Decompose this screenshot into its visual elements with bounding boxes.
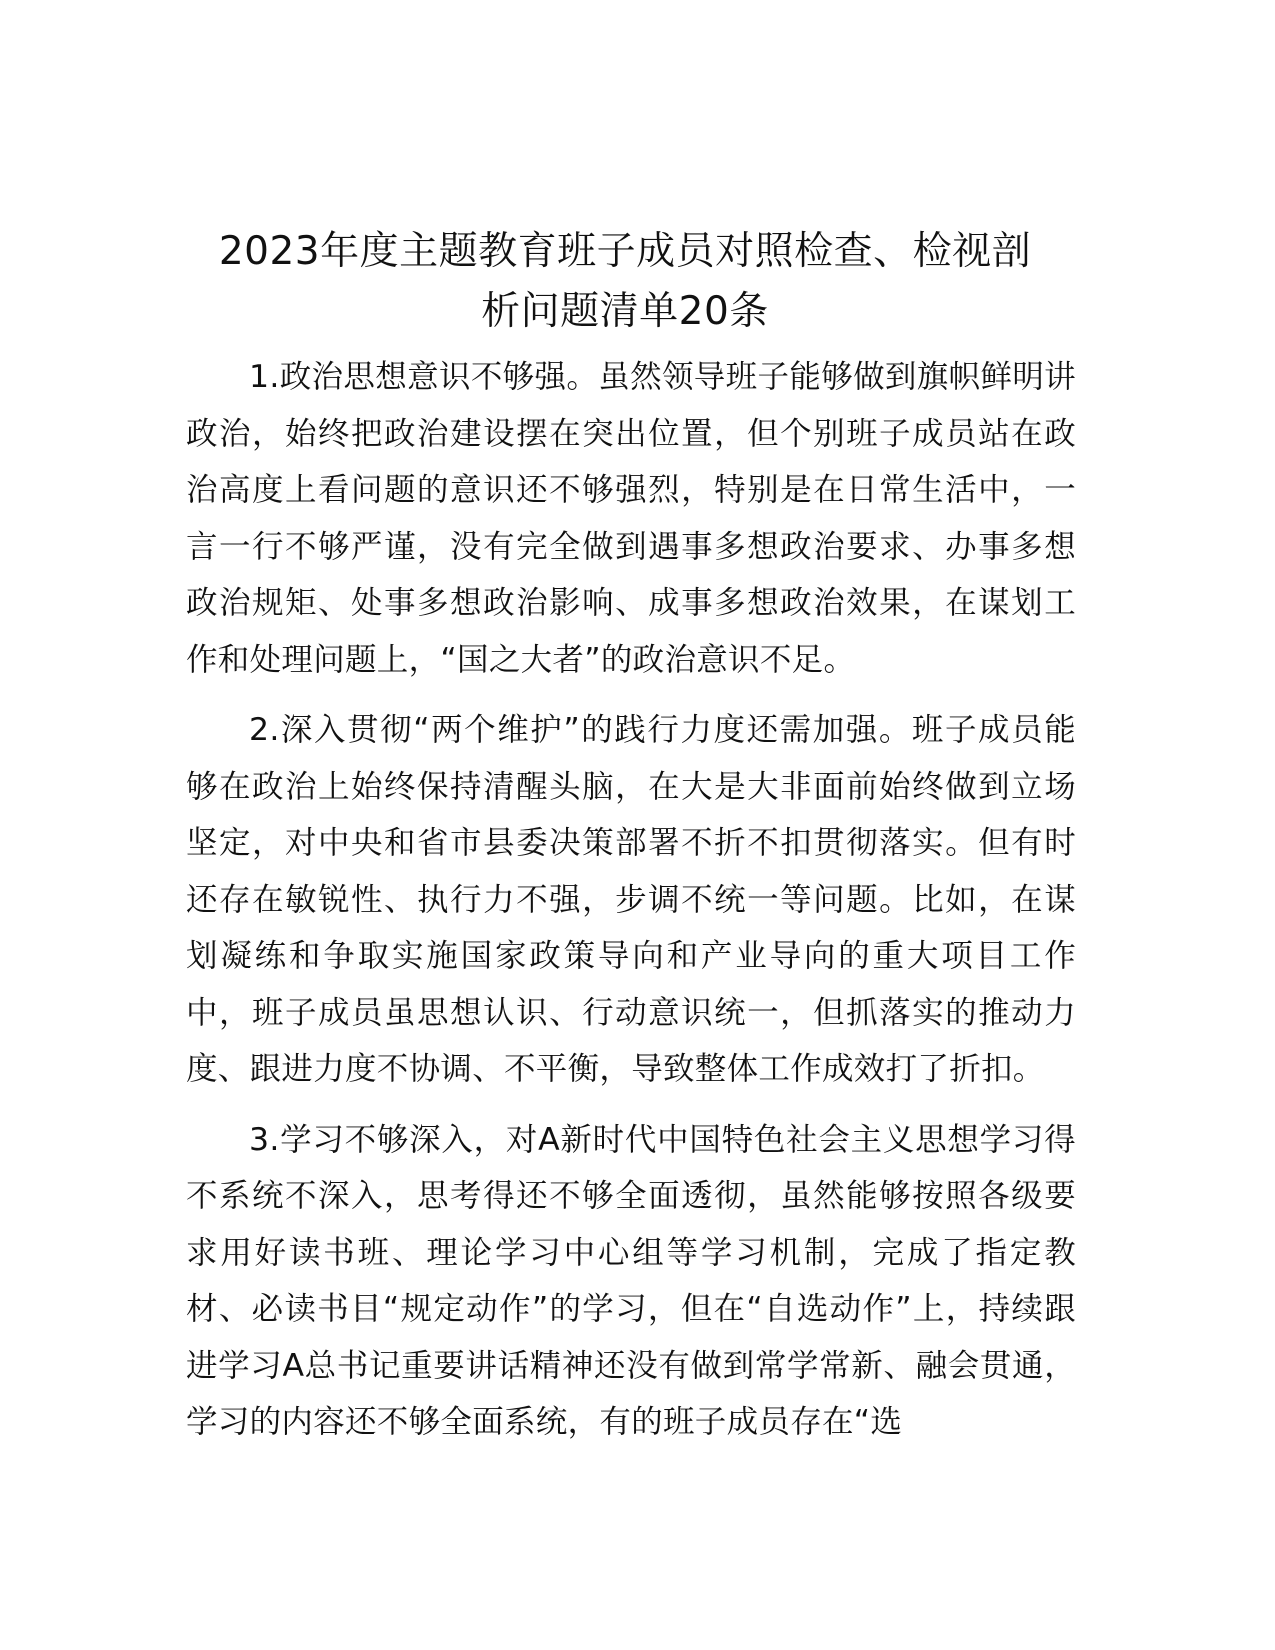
title-line-2: 析问题清单20条 xyxy=(481,289,769,334)
paragraph-1: 1.政治思想意识不够强。虽然领导班子能够做到旗帜鲜明讲政治，始终把政治建设摆在突出位置，但个别班子成员站在政治高度上看问题的意识还不够强烈，特别是在日常生活中，一言一行不够严谨，没有完全做到遇事多想政治要求、办事多想政治规矩、处事多想政治影响、成事多想政治效果，在谋划工作和处理问题上，“国之大者”的政治意识不足。 xyxy=(186,359,1076,678)
paragraph-2: 2.深入贯彻“两个维护”的践行力度还需加强。班子成员能够在政治上始终保持清醒头脑，在大是大非面前始终做到立场坚定，对中央和省市县委决策部署不折不扣贯彻落实。但有时还存在敏锐性、执行力不强，步调不统一等问题。比如，在谋划凝练和争取实施国家政策导向和产业导向的重大项目工作中，班子成员虽思想认识、行动意识统一，但抓落实的推动力度、跟进力度不协调、不平衡，导致整体工作成效打了折扣。 xyxy=(186,712,1076,1087)
paragraph-3: 3.学习不够深入，对A新时代中国特色社会主义思想学习得不系统不深入，思考得还不够全面透彻，虽然能够按照各级要求用好读书班、理论学习中心组等学习机制，完成了指定教材、必读书目“规定动作”的学习，但在“自选动作”上，持续跟进学习A总书记重要讲话精神还没有做到常学常新、融会贯通，学习的内容还不够全面系统，有的班子成员存在“选 xyxy=(186,1121,1076,1440)
document-title xyxy=(160,222,1090,342)
document-body xyxy=(186,349,1076,1465)
title-line-1: 2023年度主题教育班子成员对照检查、检视剖 xyxy=(218,229,1032,274)
